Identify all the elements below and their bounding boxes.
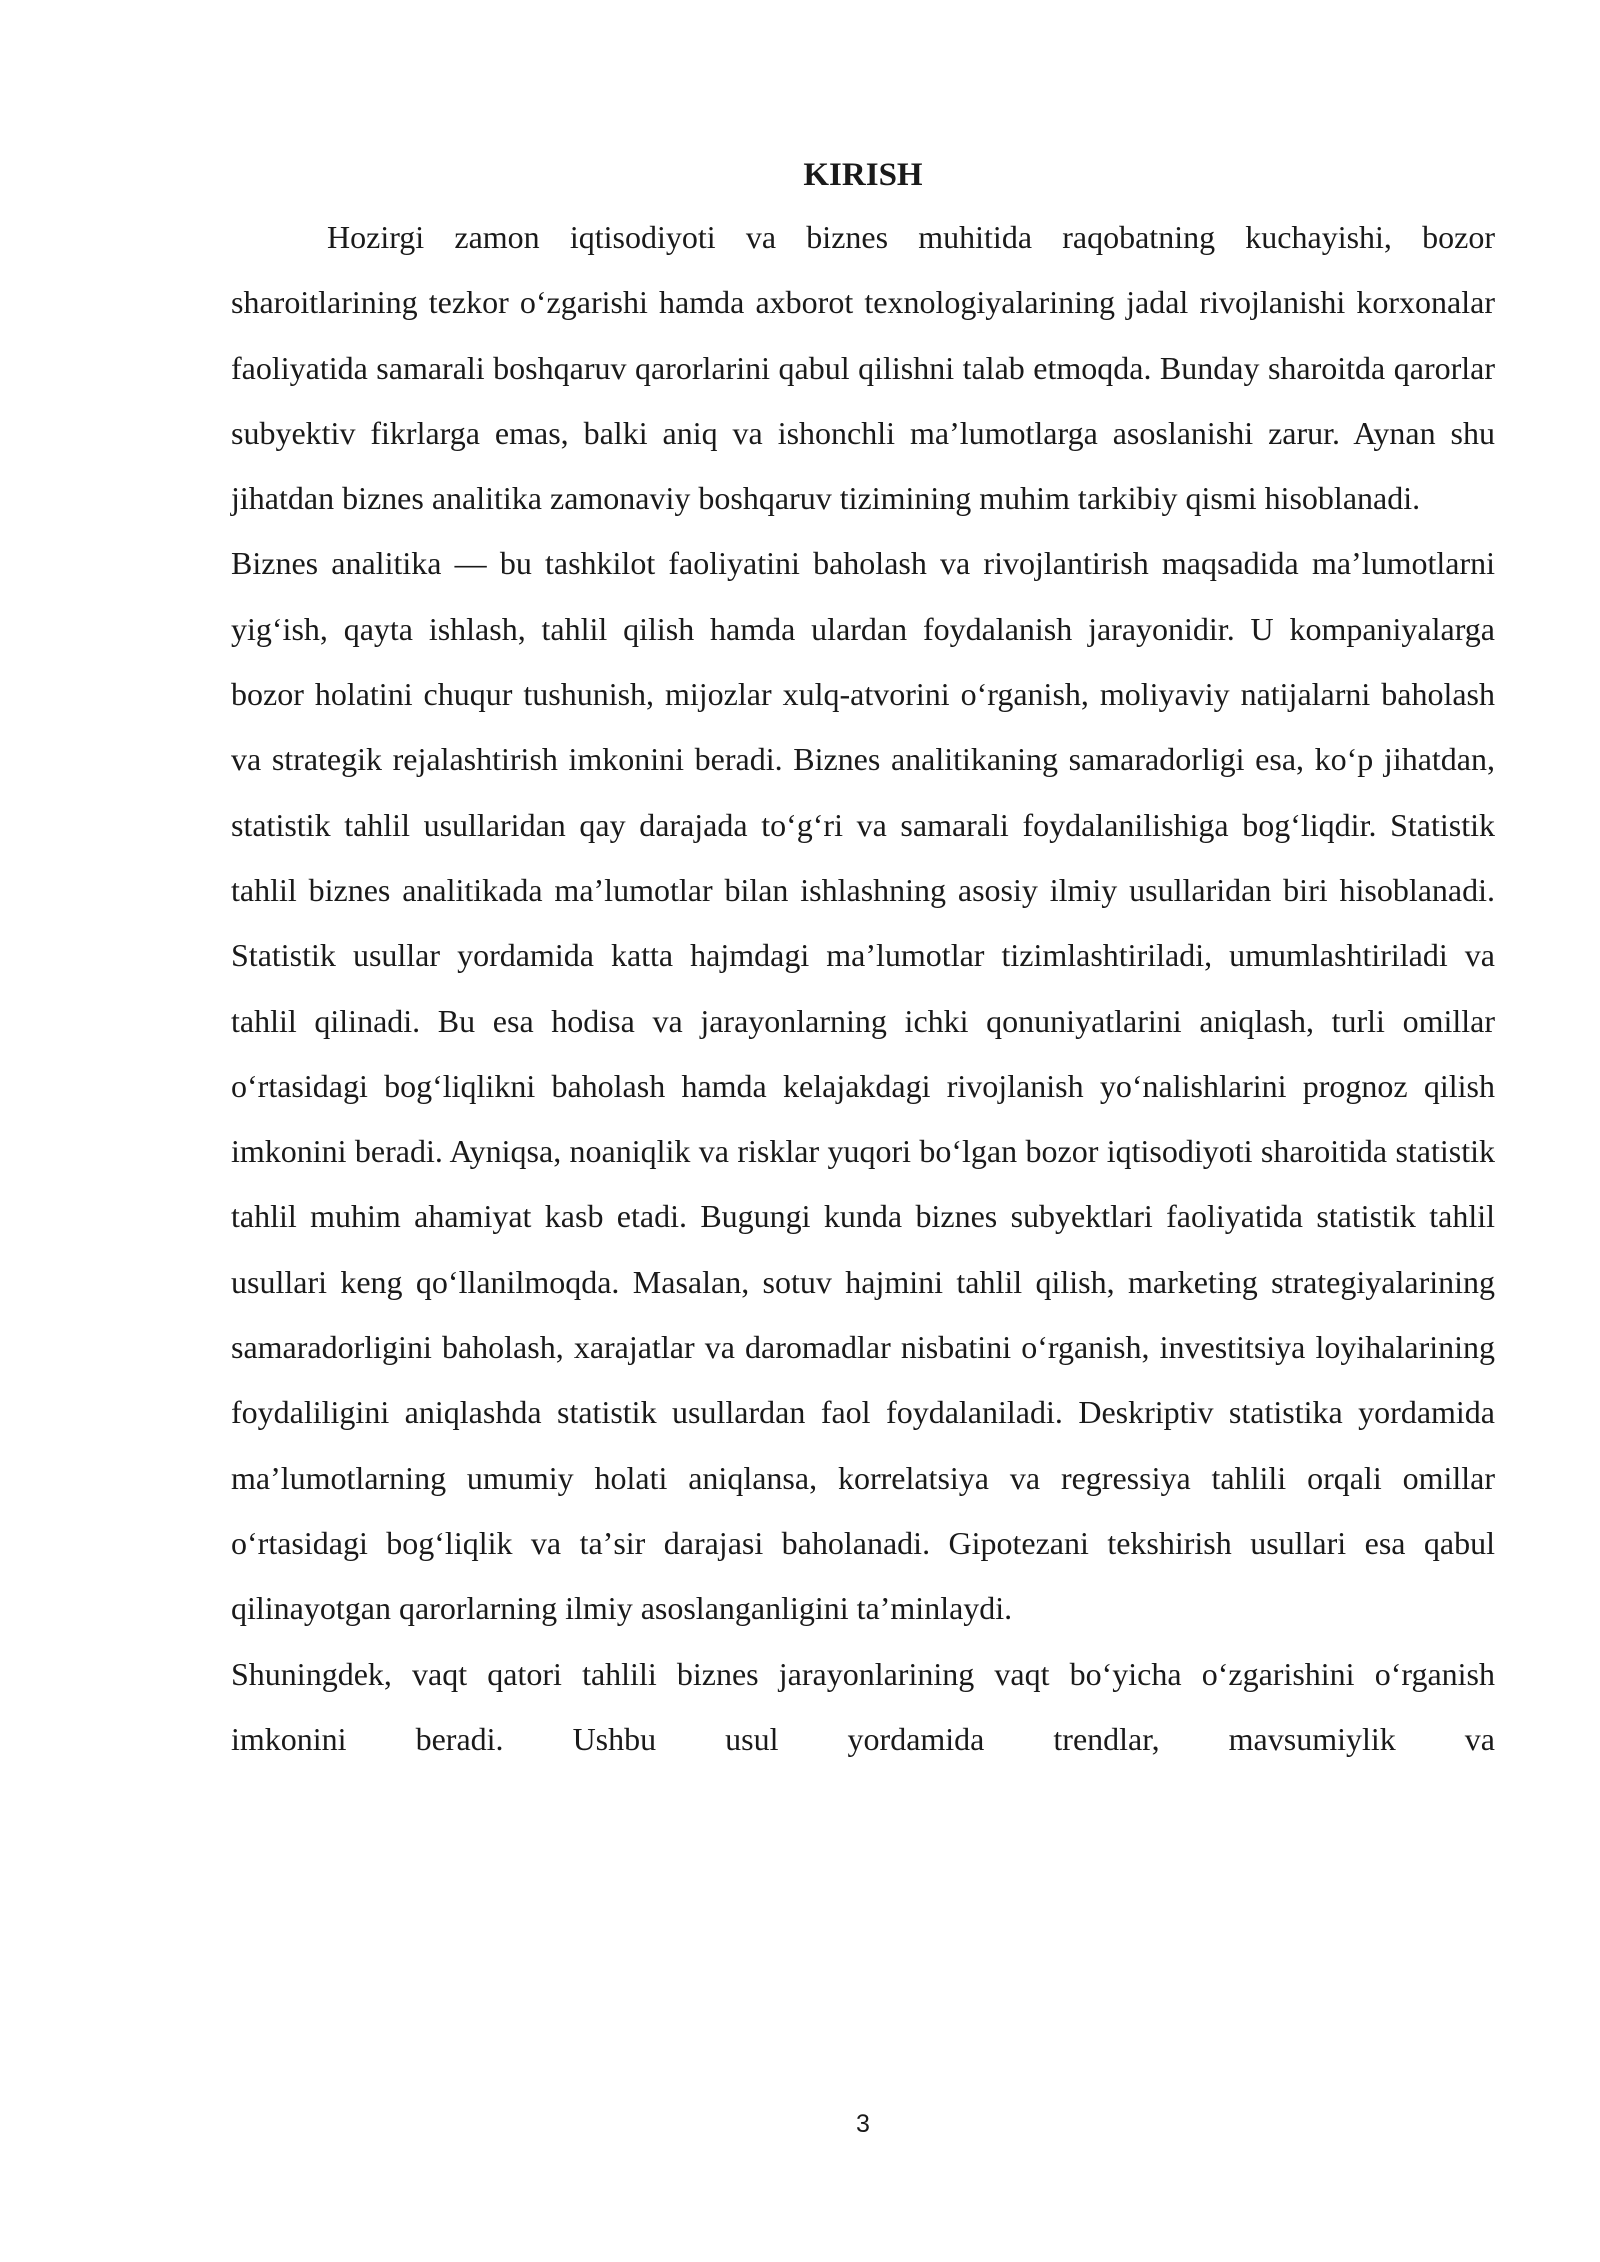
page-number: 3 (856, 2110, 870, 2138)
page-title: KIRISH (803, 157, 923, 193)
paragraph-time-series: Shuningdek, vaqt qatori tahlili biznes jarayonlarining vaqt boʻyicha oʻzgarishini oʻrganish imkonini beradi. Ushbu usul yordamida trendlar, mavsumiylik va (231, 1655, 1495, 1757)
paragraph-business-analytics: Biznes analitika — bu tashkilot faoliyatini baholash va rivojlantirish maqsadida maʼlumotlarni yigʻish, qayta ishlash, tahlil qilish hamda ulardan foydalanish jarayonidir. U kompaniyalarga bozor holatini chuqur tushunish, mijozlar xulq-atvorini oʻrganish, moliyaviy natijalarni baholash va strategik rejalashtirish imkonini beradi. Biznes analitikaning samaradorligi esa, koʻp jihatdan, statistik tahlil usullaridan qay darajada toʻgʻri va samarali foydalanilishiga bogʻliqdir. Statistik tahlil biznes analitikada maʼlumotlar bilan ishlashning asosiy ilmiy usullaridan biri hisoblanadi. Statistik usullar yordamida katta hajmdagi maʼlumotlar tizimlashtiriladi, umumlashtiriladi va tahlil qilinadi. Bu esa hodisa va jarayonlarning ichki qonuniyatlarini aniqlash, turli omillar oʻrtasidagi bogʻliqlikni baholash hamda kelajakdagi rivojlanish yoʻnalishlarini prognoz qilish imkonini beradi. Ayniqsa, noaniqlik va risklar yuqori boʻlgan bozor iqtisodiyoti sharoitida statistik tahlil muhim ahamiyat kasb etadi. Bugungi kunda biznes subyektlari faoliyatida statistik tahlil usullari keng qoʻllanilmoqda. Masalan, sotuv hajmini tahlil qilish, marketing strategiyalarining samaradorligini baholash, xarajatlar va daromadlar nisbatini oʻrganish, investitsiya loyihalarining foydaliligini aniqlashda statistik usullardan faol foydalaniladi. Deskriptiv statistika yordamida maʼlumotlarning umumiy holati aniqlansa, korrelatsiya va regressiya tahlili orqali omillar oʻrtasidagi bogʻliqlik va taʼsir darajasi baholanadi. Gipotezani tekshirish usullari esa qabul qilinayotgan qarorlarning ilmiy asoslanganligini taʼminlaydi. (231, 545, 1495, 1627)
document-body (231, 145, 1495, 1772)
paragraph-intro: Hozirgi zamon iqtisodiyoti va biznes muhitida raqobatning kuchayishi, bozor sharoitlarining tezkor oʻzgarishi hamda axborot texnologiyalarining jadal rivojlanishi korxonalar faoliyatida samarali boshqaruv qarorlarini qabul qilishni talab etmoqda. Bunday sharoitda qarorlar subyektiv fikrlarga emas, balki aniq va ishonchli maʼlumotlarga asoslanishi zarur. Aynan shu jihatdan biznes analitika zamonaviy boshqaruv tizimining muhim tarkibiy qismi hisoblanadi. (231, 219, 1495, 517)
